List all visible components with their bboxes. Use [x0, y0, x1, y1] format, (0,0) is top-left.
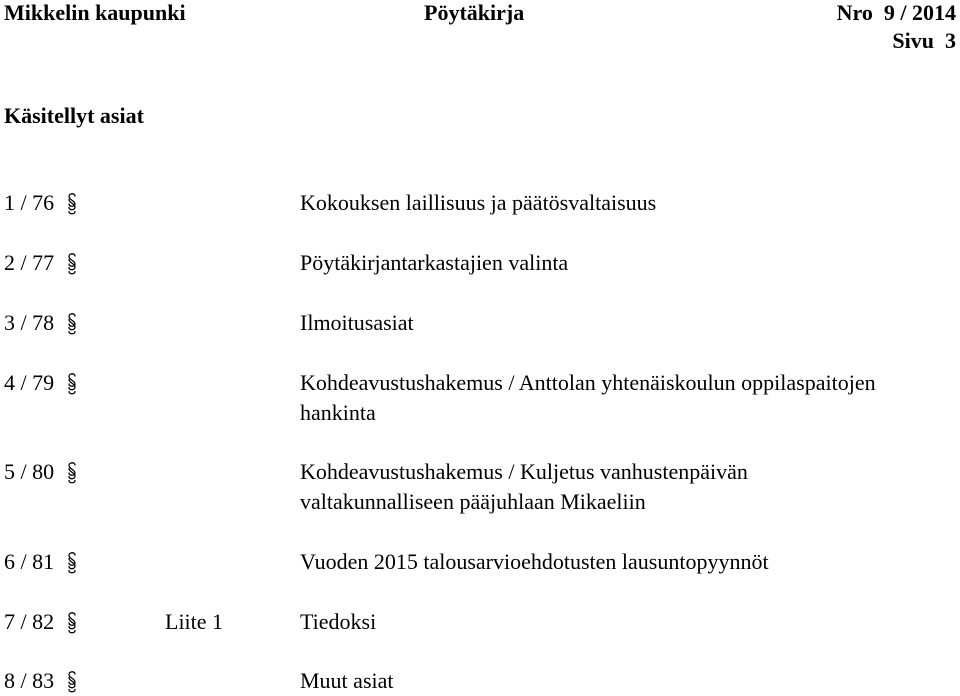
item-number: 8 / 83: [4, 668, 55, 693]
item-title: Pöytäkirjantarkastajien valinta: [300, 250, 569, 275]
item-number: 2 / 77: [4, 250, 55, 275]
item-title: Ilmoitusasiat: [300, 310, 414, 335]
item-title-line: valtakunnalliseen pääjuhlaan Mikaeliin: [300, 489, 646, 514]
section-sign-icon: [66, 610, 78, 636]
section-sign-icon: [66, 669, 78, 695]
item-title-line: Kohdeavustushakemus / Kuljetus vanhustenpäivän: [300, 459, 748, 484]
section-sign-icon: [66, 460, 78, 486]
section-sign-icon: [66, 191, 78, 217]
section-sign-icon: [66, 550, 78, 576]
page-number: Sivu 3: [892, 28, 956, 53]
organization-name: Mikkelin kaupunki: [4, 0, 186, 25]
item-number: 4 / 79: [4, 370, 55, 395]
item-title-line: hankinta: [300, 400, 376, 425]
item-title: Kokouksen laillisuus ja päätösvaltaisuus: [300, 190, 657, 215]
section-title: Käsitellyt asiat: [4, 103, 144, 128]
section-sign-icon: [66, 311, 78, 337]
item-number: 3 / 78: [4, 310, 55, 335]
item-title: Tiedoksi: [300, 609, 377, 634]
minutes-number: Nro 9 / 2014: [836, 0, 956, 25]
item-number: 5 / 80: [4, 459, 55, 484]
item-title: [300, 457, 940, 517]
item-number: 1 / 76: [4, 190, 55, 215]
item-title: [300, 368, 940, 428]
item-title: Vuoden 2015 talousarvioehdotusten lausuntopyynnöt: [300, 549, 769, 574]
item-title: Muut asiat: [300, 668, 394, 693]
item-attachment: Liite 1: [165, 609, 224, 634]
section-sign-icon: [66, 251, 78, 277]
section-sign-icon: [66, 371, 78, 397]
item-title-line: Kohdeavustushakemus / Anttolan yhtenäiskoulun oppilaspaitojen: [300, 370, 876, 395]
item-number: 7 / 82: [4, 609, 55, 634]
document-type: Pöytäkirja: [424, 0, 525, 25]
item-number: 6 / 81: [4, 549, 55, 574]
